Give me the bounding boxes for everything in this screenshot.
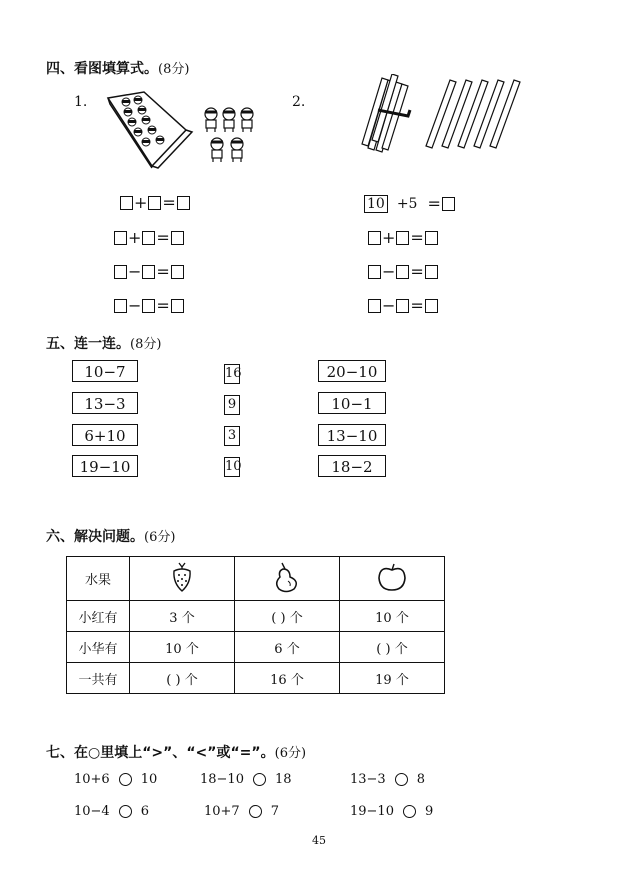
table-cell: 10 个 — [340, 601, 445, 632]
fruit-table — [66, 556, 445, 694]
match-middle-number[interactable]: 16 — [224, 364, 240, 384]
compare-item: 13−3 8 — [350, 772, 425, 787]
answer-box[interactable] — [425, 265, 438, 279]
answer-box[interactable] — [148, 196, 161, 210]
table-cell: 19 个 — [340, 663, 445, 694]
answer-box[interactable] — [368, 265, 381, 279]
match-middle-number[interactable]: 3 — [224, 426, 240, 446]
given-number-box: 10 — [364, 195, 388, 213]
answer-box[interactable] — [368, 231, 381, 245]
match-right-item[interactable]: 13−10 — [318, 424, 386, 446]
table-cell: 16 个 — [235, 663, 340, 694]
match-right-item[interactable]: 10−1 — [318, 392, 386, 414]
section-7-title: 七、在○里填上“>”、“<”或“=”。(6分) — [46, 745, 307, 761]
answer-box[interactable] — [114, 231, 127, 245]
equation-row: + = — [368, 228, 438, 247]
table-cell[interactable]: ( ) 个 — [130, 663, 235, 694]
match-middle-number[interactable]: 9 — [224, 395, 240, 415]
compare-circle[interactable] — [253, 773, 266, 786]
answer-box[interactable] — [396, 299, 409, 313]
table-header-fruit: 水果 — [67, 557, 130, 601]
match-right-item[interactable]: 20−10 — [318, 360, 386, 382]
strawberry-icon — [130, 557, 235, 601]
row-label: 小华有 — [67, 632, 130, 663]
page-number: 45 — [312, 834, 326, 847]
match-left-item[interactable]: 13−3 — [72, 392, 138, 414]
match-left-item[interactable]: 6+10 — [72, 424, 138, 446]
table-cell[interactable]: ( ) 个 — [340, 632, 445, 663]
answer-box[interactable] — [425, 231, 438, 245]
compare-item: 10+6 10 — [74, 772, 158, 787]
answer-box[interactable] — [114, 265, 127, 279]
table-cell[interactable]: ( ) 个 — [235, 601, 340, 632]
tray-dolls-illustration — [104, 90, 274, 170]
answer-box[interactable] — [171, 231, 184, 245]
answer-box[interactable] — [396, 265, 409, 279]
row-label: 小红有 — [67, 601, 130, 632]
section-6-title: 六、解决问题。(6分) — [46, 529, 176, 545]
match-left-item[interactable]: 10−7 — [72, 360, 138, 382]
sticks-bundle-illustration — [358, 74, 528, 154]
question-1-label: 1. — [74, 94, 88, 110]
table-cell: 3 个 — [130, 601, 235, 632]
match-right-item[interactable]: 18−2 — [318, 455, 386, 477]
match-left-item[interactable]: 19−10 — [72, 455, 138, 477]
compare-item: 19−10 9 — [350, 804, 434, 819]
answer-box[interactable] — [442, 197, 455, 211]
equation-row: − = — [368, 262, 438, 281]
equation-row: − = — [114, 296, 184, 315]
answer-box[interactable] — [120, 196, 133, 210]
compare-circle[interactable] — [395, 773, 408, 786]
compare-circle[interactable] — [249, 805, 262, 818]
compare-circle[interactable] — [119, 805, 132, 818]
table-cell: 10 个 — [130, 632, 235, 663]
answer-box[interactable] — [368, 299, 381, 313]
equation-row: − = — [114, 262, 184, 281]
row-label: 一共有 — [67, 663, 130, 694]
compare-circle[interactable] — [403, 805, 416, 818]
equation-row: + = — [120, 193, 190, 212]
compare-item: 18−10 18 — [200, 772, 292, 787]
equation-row: 10 +5 = — [364, 194, 455, 213]
question-2-label: 2. — [292, 94, 306, 110]
answer-box[interactable] — [114, 299, 127, 313]
answer-box[interactable] — [142, 299, 155, 313]
apple-icon — [340, 557, 445, 601]
equation-row: − = — [368, 296, 438, 315]
answer-box[interactable] — [396, 231, 409, 245]
answer-box[interactable] — [425, 299, 438, 313]
table-cell: 6 个 — [235, 632, 340, 663]
match-middle-number[interactable]: 10 — [224, 457, 240, 477]
section-4-title: 四、看图填算式。(8分) — [46, 61, 190, 77]
answer-box[interactable] — [171, 265, 184, 279]
section-5-title: 五、连一连。(8分) — [46, 336, 162, 352]
answer-box[interactable] — [177, 196, 190, 210]
equation-row: + = — [114, 228, 184, 247]
answer-box[interactable] — [142, 265, 155, 279]
answer-box[interactable] — [142, 231, 155, 245]
compare-item: 10+7 7 — [204, 804, 279, 819]
answer-box[interactable] — [171, 299, 184, 313]
compare-item: 10−4 6 — [74, 804, 149, 819]
compare-circle[interactable] — [119, 773, 132, 786]
pear-icon — [235, 557, 340, 601]
